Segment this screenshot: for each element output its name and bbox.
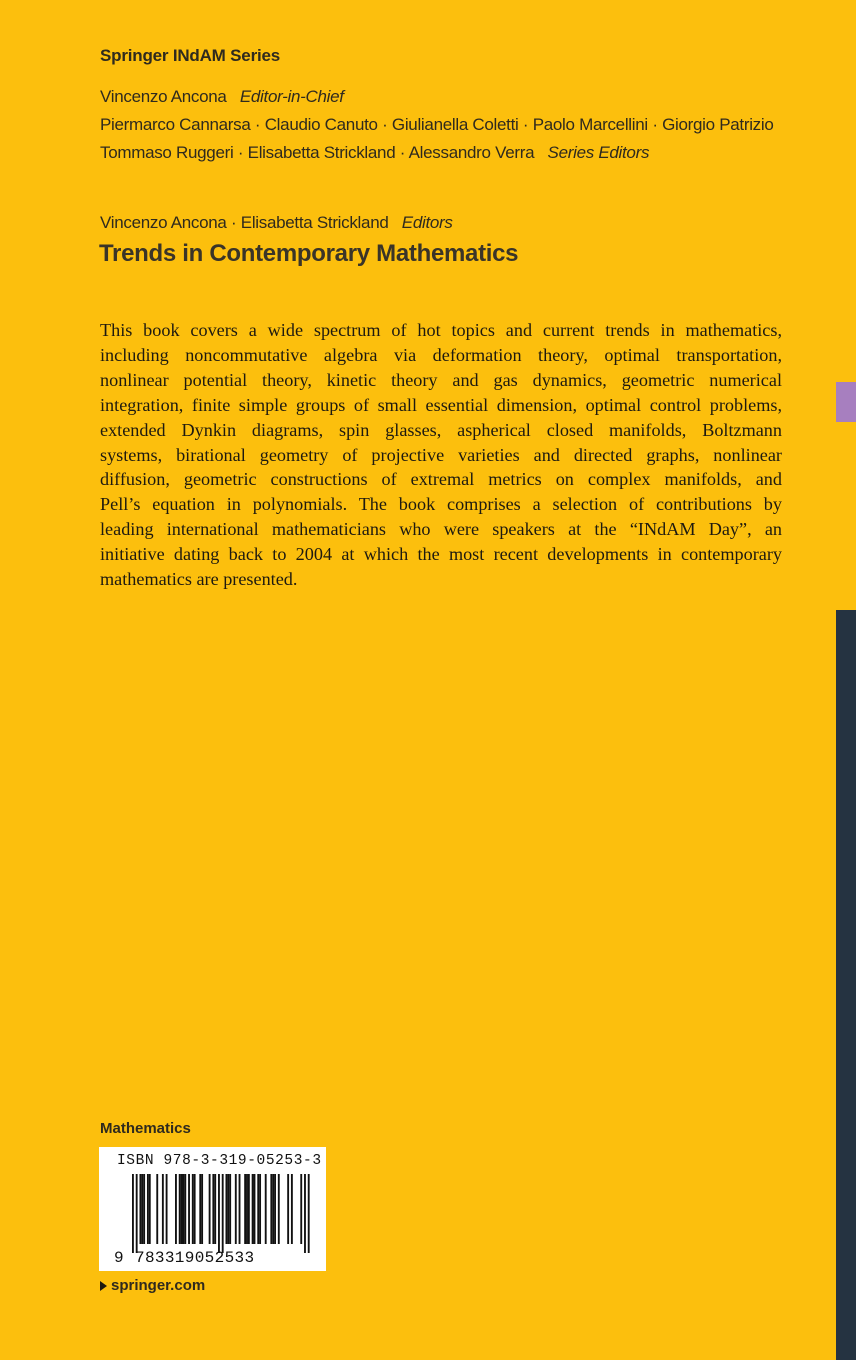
ean-first-digit: 9 xyxy=(114,1249,124,1267)
barcode-guard-bar xyxy=(136,1174,138,1253)
barcode-bar xyxy=(270,1174,272,1244)
book-editors-names: Vincenzo Ancona · Elisabetta Strickland xyxy=(100,213,389,232)
series-editors-line-1: Piermarco Cannarsa · Claudio Canuto · Giulianella Coletti · Paolo Marcellini · Giorgio Patrizio xyxy=(100,115,774,134)
barcode-bar xyxy=(265,1174,267,1244)
blurb-line: mathematics are presented. xyxy=(100,569,298,590)
barcode-bar xyxy=(194,1174,196,1244)
barcode-bar xyxy=(143,1174,145,1244)
barcode-bar xyxy=(156,1174,158,1244)
barcode-bar xyxy=(139,1174,141,1244)
blurb-line: This book covers a wide spectrum of hot topics and current trends in mathematics, xyxy=(100,320,782,340)
barcode-bar xyxy=(182,1174,184,1244)
barcode-bar xyxy=(291,1174,293,1244)
barcode-bar xyxy=(162,1174,164,1244)
arrow-right-icon xyxy=(100,1281,107,1291)
barcode-bar xyxy=(201,1174,203,1244)
barcode-bar xyxy=(179,1174,181,1244)
barcode-guard-bar xyxy=(132,1174,134,1253)
editor-in-chief-role: Editor-in-Chief xyxy=(239,87,344,106)
barcode-bar xyxy=(214,1174,216,1244)
barcode-bar xyxy=(300,1174,302,1244)
barcode-bar xyxy=(184,1174,186,1244)
barcode-bar xyxy=(226,1174,228,1244)
barcode-guard-bar xyxy=(222,1174,224,1253)
barcode-bar xyxy=(147,1174,149,1244)
blurb-line: including noncommutative algebra via deformation theory, optimal transportation, xyxy=(100,344,782,365)
barcode-bar xyxy=(235,1174,237,1244)
blurb-line: leading international mathematicians who were speakers at the “INdAM Day”, an xyxy=(100,519,782,540)
barcode-bar xyxy=(259,1174,261,1244)
barcode-bar xyxy=(278,1174,280,1244)
editor-in-chief-line xyxy=(100,87,344,107)
blurb-line: initiative dating back to 2004 at which the most recent developments in contemporary xyxy=(100,544,782,565)
barcode-bar xyxy=(212,1174,214,1244)
barcode-bar xyxy=(246,1174,248,1244)
subject-label: Mathematics xyxy=(100,1120,191,1137)
barcode-bar xyxy=(239,1174,241,1244)
barcode-guard-bar xyxy=(304,1174,306,1253)
isbn-barcode xyxy=(99,1147,326,1271)
barcode-bar xyxy=(166,1174,168,1244)
website-link[interactable] xyxy=(100,1277,205,1294)
blurb-line: integration, finite simple groups of small essential dimension, optimal control problems, xyxy=(100,394,782,415)
barcode-bar xyxy=(209,1174,211,1244)
barcode-bar xyxy=(181,1174,183,1244)
barcode-bar xyxy=(227,1174,229,1244)
barcode-bar xyxy=(199,1174,201,1244)
book-editors-line xyxy=(100,213,453,233)
spine-dark-bar xyxy=(836,610,856,1360)
book-title: Trends in Contemporary Mathematics xyxy=(99,240,519,267)
barcode-bar xyxy=(252,1174,254,1244)
blurb xyxy=(100,318,782,592)
barcode-guard-bar xyxy=(218,1174,220,1253)
barcode-bar xyxy=(244,1174,246,1244)
series-title: Springer INdAM Series xyxy=(100,46,281,65)
barcode-bar xyxy=(175,1174,177,1244)
book-editors-role: Editors xyxy=(401,213,453,232)
blurb-line: Pell’s equation in polynomials. The book comprises a selection of contributions by xyxy=(100,494,782,515)
blurb-line: systems, birational geometry of projective varieties and directed graphs, nonlinear xyxy=(100,444,782,465)
spine-color-tab xyxy=(836,382,856,422)
barcode-bar xyxy=(272,1174,274,1244)
isbn-label: ISBN 978-3-319-05253-3 xyxy=(117,1153,322,1169)
blurb-line: diffusion, geometric constructions of extremal metrics on complex manifolds, and xyxy=(100,469,782,490)
barcode-guard-bar xyxy=(308,1174,310,1253)
series-editors-line-2 xyxy=(100,143,649,163)
blurb-line: nonlinear potential theory, kinetic theory and gas dynamics, geometric numerical xyxy=(100,369,782,390)
series-editors-names: Tommaso Ruggeri · Elisabetta Strickland · Alessandro Verra xyxy=(100,143,535,162)
barcode-bar xyxy=(149,1174,151,1244)
barcode-bar xyxy=(274,1174,276,1244)
barcode-bar xyxy=(257,1174,259,1244)
barcode-bar xyxy=(188,1174,190,1244)
blurb-line: extended Dynkin diagrams, spin glasses, aspherical closed manifolds, Boltzmann xyxy=(100,419,782,440)
barcode-bar xyxy=(287,1174,289,1244)
barcode-bar xyxy=(248,1174,250,1244)
barcode-bar xyxy=(254,1174,256,1244)
barcode-bar xyxy=(229,1174,231,1244)
series-editors-role: Series Editors xyxy=(547,143,650,162)
barcode-bar xyxy=(192,1174,194,1244)
website-text[interactable]: springer.com xyxy=(111,1277,206,1294)
editor-in-chief-name: Vincenzo Ancona xyxy=(100,87,227,106)
ean-digits: 783319052533 xyxy=(135,1249,255,1267)
barcode-bar xyxy=(141,1174,143,1244)
